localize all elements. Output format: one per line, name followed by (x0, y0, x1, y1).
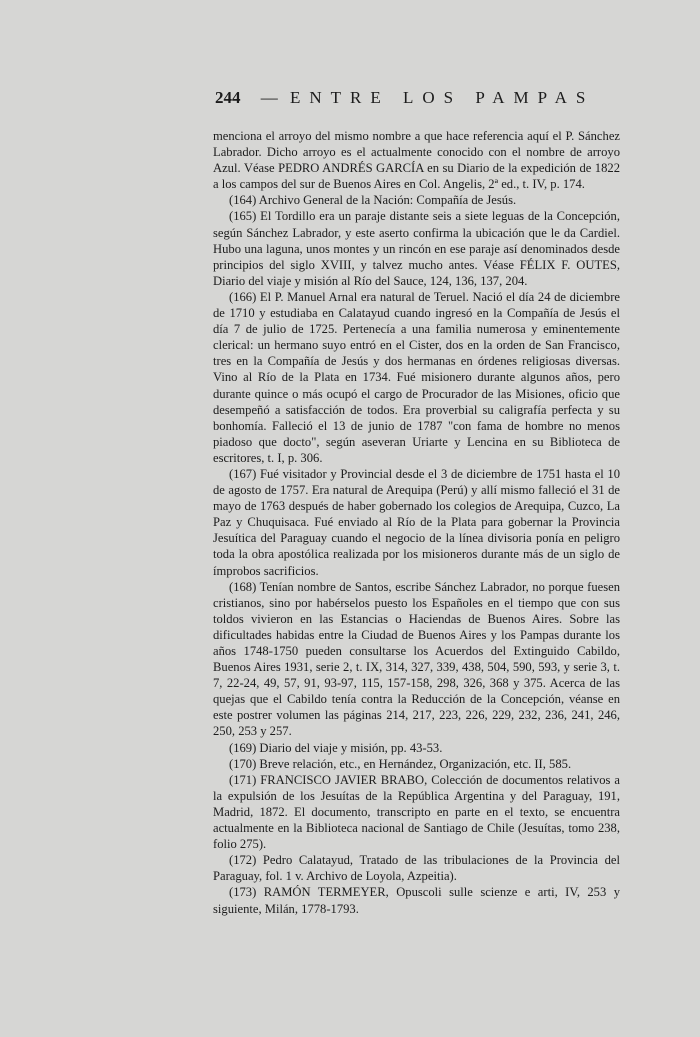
footnote-172: (172) Pedro Calatayud, Tratado de las tribulaciones de la Provincia del Paraguay, fol. 1 v. Archivo de Loyola, Azpeitia). (213, 853, 620, 884)
footnote-164: (164) Archivo General de la Nación: Compañía de Jesús. (229, 193, 517, 208)
footnote-171: (171) FRANCISCO JAVIER BRABO, Colección de documentos relativos a la expulsión de los Jesuítas de la República Argentina y del Paraguay, 191, Madrid, 1872. El documento, transcripto en parte en el texto, se encuentra actualmente en la Biblioteca nacional de Santiago de Chile (Jesuítas, tomo 238, folio 275). (213, 772, 620, 852)
footnote-165: (165) El Tordillo era un paraje distante seis a siete leguas de la Concepción, según Sánchez Labrador, y este aserto confirma la ubicación que le da Cardiel. Hubo una laguna, unos montes y un rincón en ese paraje así denominados desde principios del siglo XVIII, y talvez mucho antes. Véase FÉLIX F. OUTES, Diario del viaje y misión al Río del Sauce, 124, 136, 137, 204. (213, 209, 620, 288)
header-separator: — (260, 88, 282, 107)
footnote-continuation: mencionа el arroyo del mismo nombre a que hace referencia aquí el P. Sánchez Labrador. Dicho arroyo es el actualmente conocido con el nombre de arroyo Azul. Véase PEDRO ANDRÉS GARCÍA en su Diario de la expedición de 1822 a los campos del sur de Buenos Aires en Col. Angelis, 2ª ed., t. IV, p. 174. (213, 129, 620, 192)
running-header (215, 88, 620, 108)
footnote-170: (170) Breve relación, etc., en Hernández, Organización, etc. II, 585. (229, 756, 572, 771)
footnote-166: (166) El P. Manuel Arnal era natural de Teruel. Nació el día 24 de diciembre de 1710 y estudiaba en Calatayud cuando ingresó en la Compañía de Jesús el día 7 de julio de 1725. Pertenecía a una familia numerosa y eminentemente clerical: un hermano suyo entró en el Cister, dos en la orden de San Francisco, tres en la Compañía de Jesús y dos hermanas en órdenes religiosas diversas. Vino al Río de la Plata en 1734. Fué misionero durante algunos años, pero durante quince o más ocupó el cargo de Procurador de las Misiones, oficio que desempeñó a satisfacción de todos. Era proverbial su caligrafía perfecta y su bonhomía. Falleció el 13 de junio de 1787 "con fama de hombre no menos piadoso que docto", según aseveran Uriarte y Lencina en su Biblioteca de escritores, t. I, p. 306. (213, 289, 620, 465)
page-number: 244 (215, 88, 241, 107)
footnote-169: (169) Diario del viaje y misión, pp. 43-53. (229, 740, 443, 755)
running-title: ENTRE LOS PAMPAS (290, 88, 595, 107)
footnote-173: (173) RAMÓN TERMEYER, Opuscoli sulle scienze e arti, IV, 253 y siguiente, Milán, 1778-1793. (213, 885, 620, 916)
footnotes-body (213, 128, 620, 917)
footnote-167: (167) Fué visitador y Provincial desde el 3 de diciembre de 1751 hasta el 10 de agosto de 1757. Era natural de Arequipa (Perú) y allí mismo falleció el 31 de mayo de 1763 después de haber gobernado los colegios de Arequipa, Cuzco, La Paz y Chuquisaca. Fué enviado al Río de la Plata para gobernar la Provincia Jesuítica del Paraguay cuando el negocio de la línea divisoria ponía en peligro toda la obra apostólica realizada por los misioneros durante más de un siglo de ímprobos sacrificios. (213, 466, 620, 578)
footnote-168: (168) Tenían nombre de Santos, escribe Sánchez Labrador, no porque fuesen cristianos, sino por habérselos puesto los Españoles en el tiempo que con sus toldos vivieron en las Estancias o Haciendas de Buenos Aires. Sobre las dificultades habidas entre la Ciudad de Buenos Aires y los Pampas durante los años 1748-1750 pueden consultarse los Acuerdos del Extinguido Cabildo, Buenos Aires 1931, serie 2, t. IX, 314, 327, 339, 438, 504, 590, 593, y serie 3, t. 7, 22-24, 49, 57, 91, 93-97, 115, 157-158, 298, 326, 368 y 375. Acerca de las quejas que el Cabildo tenía contra la Reducción de la Concepción, véanse en este postrer volumen las páginas 214, 217, 223, 226, 229, 232, 236, 241, 246, 250, 253 y 257. (213, 579, 620, 739)
